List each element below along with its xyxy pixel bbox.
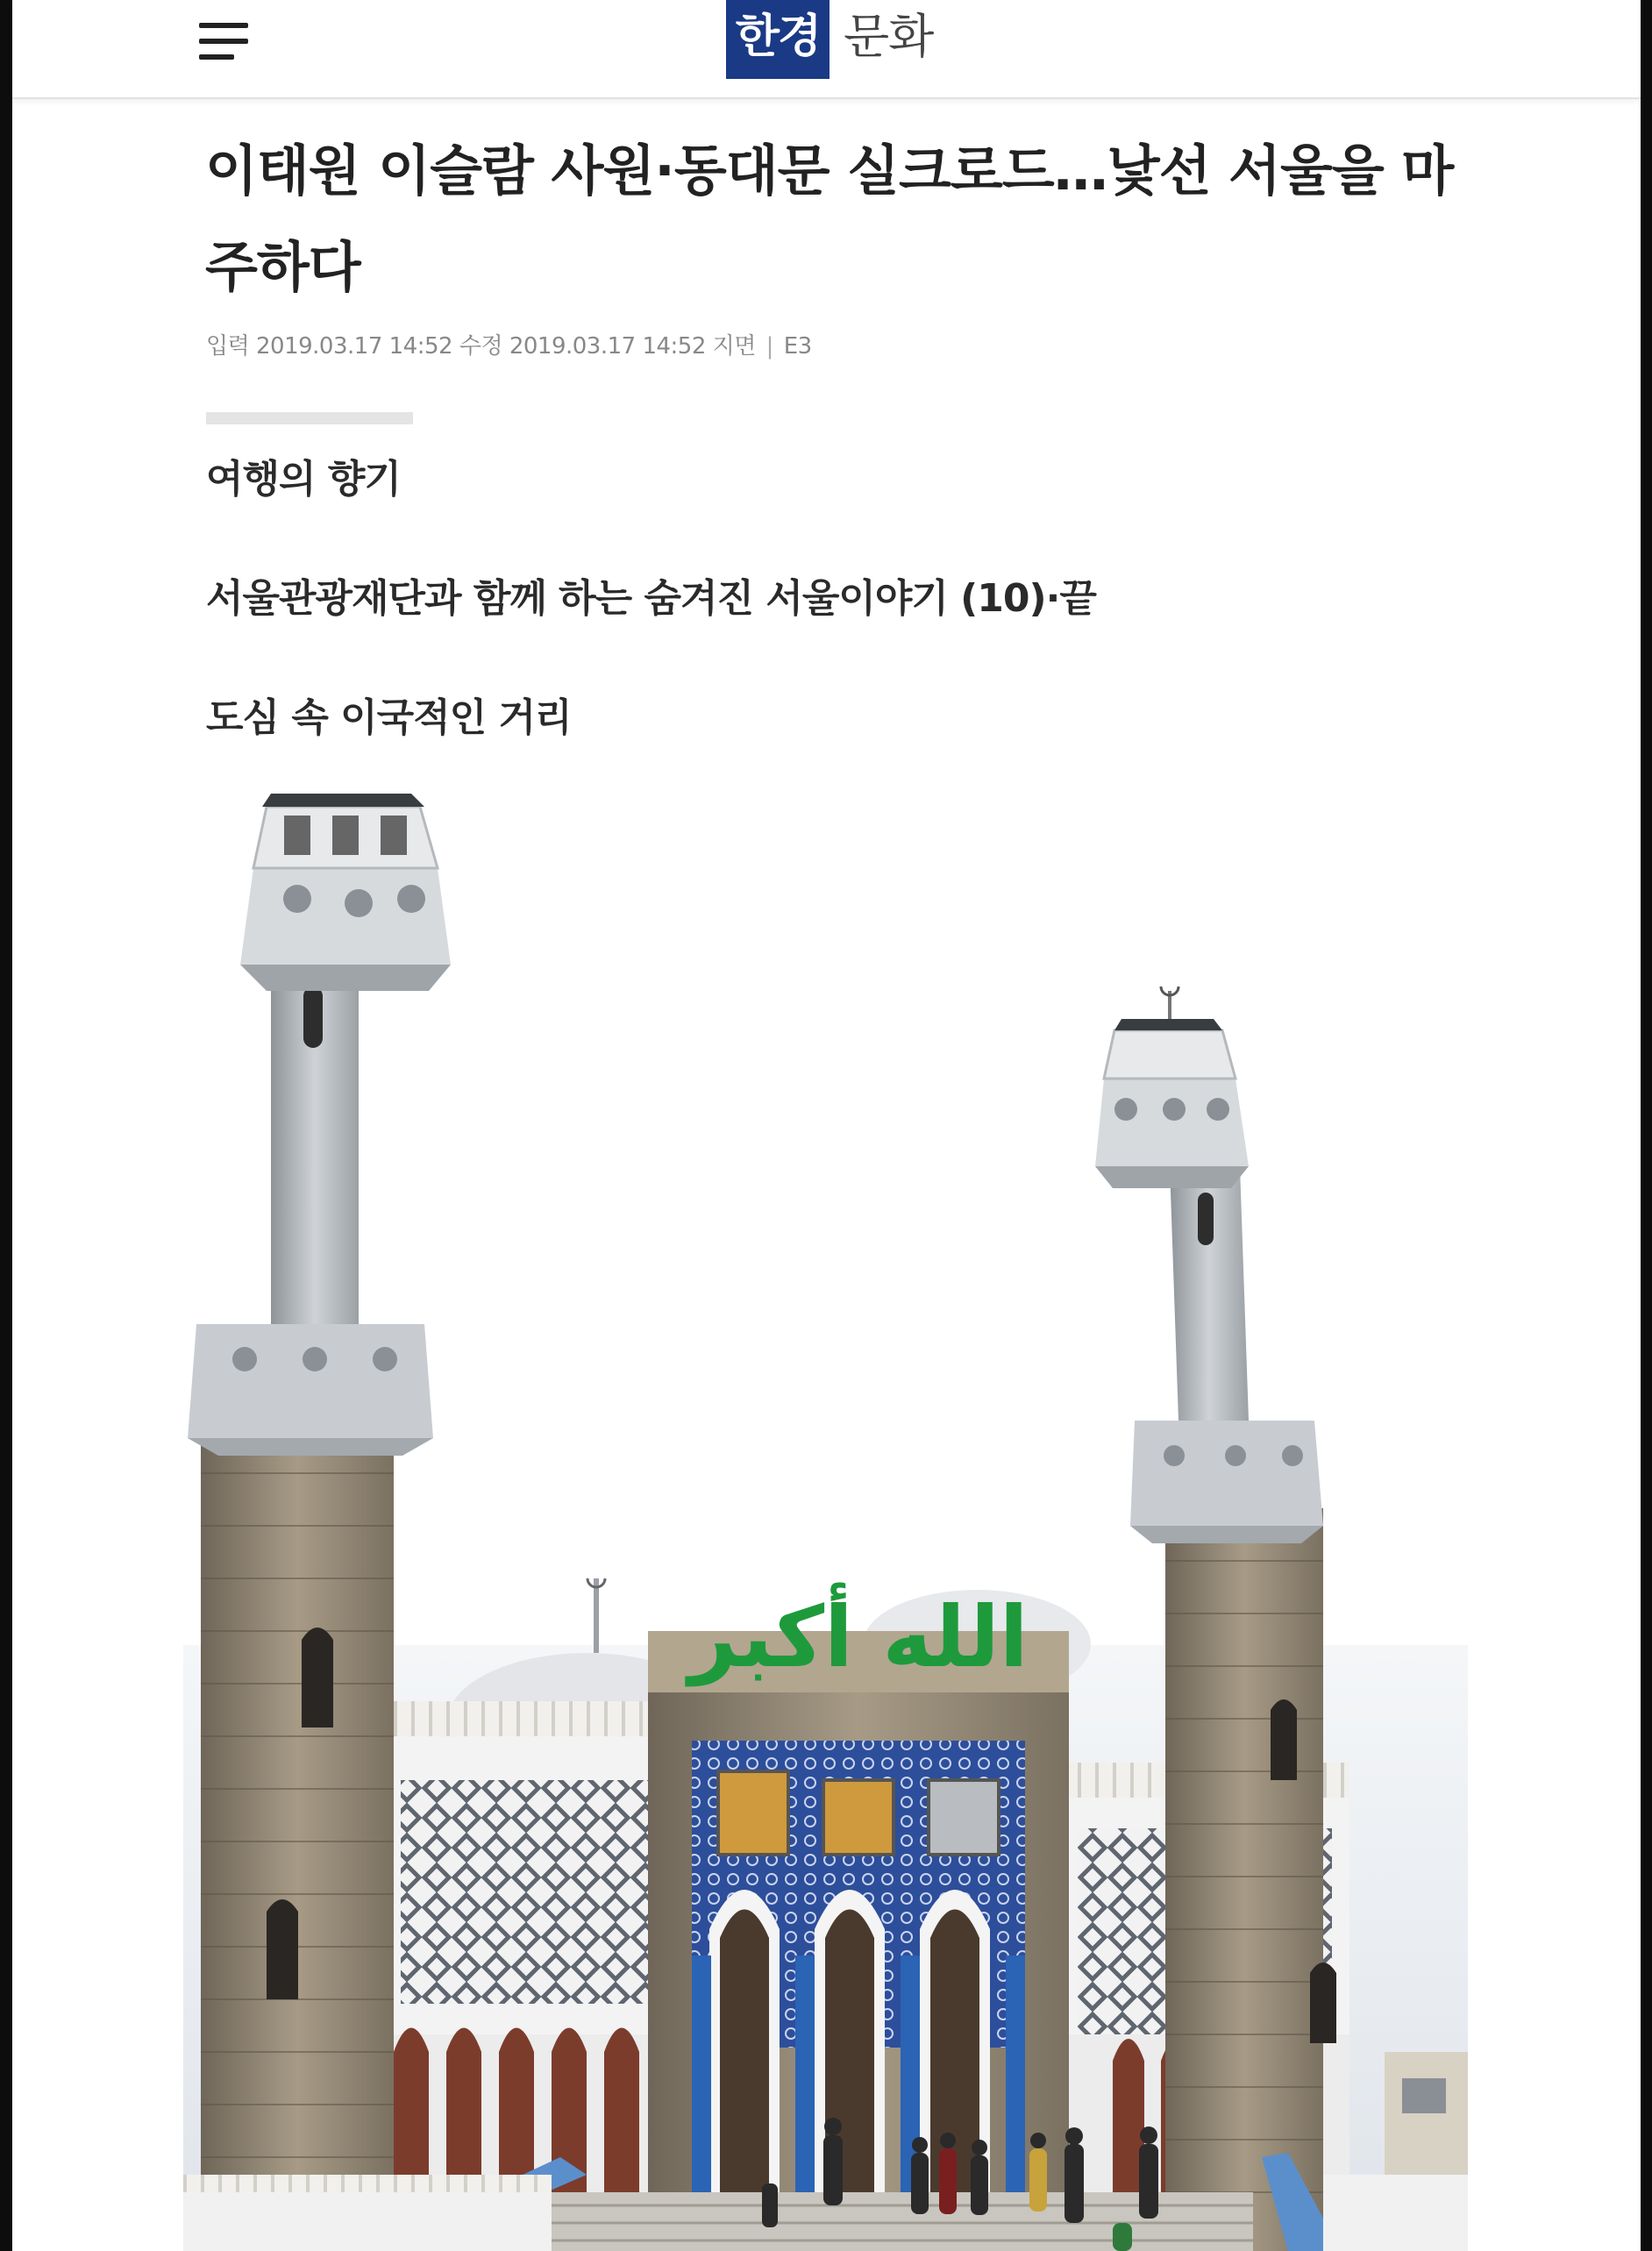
menu-icon[interactable] xyxy=(199,23,248,61)
modified-label: 수정 xyxy=(459,333,503,360)
section-title[interactable]: 문화 xyxy=(844,9,934,64)
subhead-3: 도심 속 이국적인 거리 xyxy=(206,695,572,740)
section-divider xyxy=(206,412,413,424)
arabic-inscription: الله أكبر xyxy=(688,1588,1029,1686)
published-label: 입력 xyxy=(206,333,250,360)
brand-logo[interactable]: 한경 xyxy=(726,0,830,79)
subhead-2: 서울관광재단과 함께 하는 숨겨진 서울이야기 (10)·끝 xyxy=(206,576,1096,621)
published-date: 2019.03.17 14:52 xyxy=(256,333,453,360)
top-header xyxy=(12,0,1641,99)
article-page[interactable] xyxy=(12,0,1641,2251)
meta-separator: | xyxy=(765,333,773,360)
mosque-photo[interactable] xyxy=(183,789,1468,2251)
subhead-1: 여행의 향기 xyxy=(206,457,401,502)
page-number: E3 xyxy=(783,333,812,360)
article-title: 이태원 이슬람 사원·동대문 실크로드…낯선 서울을 마주하다 xyxy=(205,139,1454,299)
modified-date: 2019.03.17 14:52 xyxy=(509,333,706,360)
scrollbar[interactable] xyxy=(1641,0,1652,2251)
page-label: 지면 xyxy=(712,333,756,360)
article-meta xyxy=(206,328,812,360)
